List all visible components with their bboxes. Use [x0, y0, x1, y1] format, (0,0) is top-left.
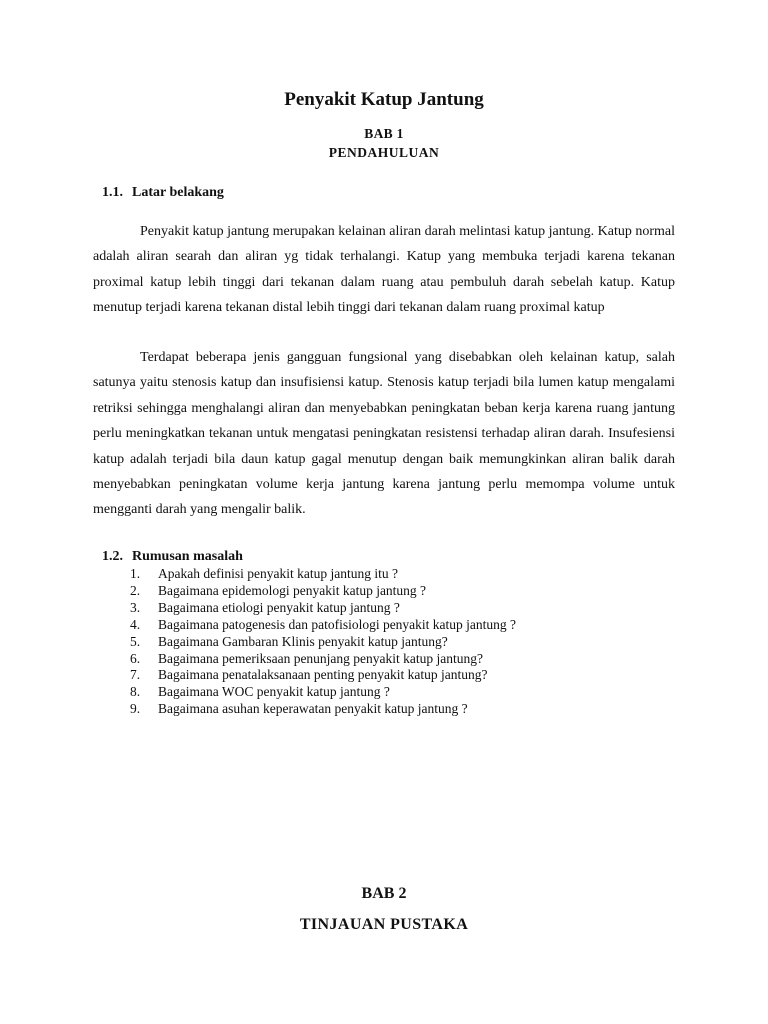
list-item-text: Bagaimana WOC penyakit katup jantung ?	[158, 684, 390, 700]
list-item	[130, 600, 650, 617]
chapter-2-name: TINJAUAN PUSTAKA	[299, 916, 469, 933]
paragraph-text: Terdapat beberapa jenis gangguan fungsional yang disebabkan oleh kelainan katup, salah satunya yaitu stenosis katup dan insufisiensi katup. Stenosis katup terjadi bila lumen katup mengalami retriksi sehingga menghalangi aliran dan menyebabkan peningkatan beban kerja karena ruang jantung perlu meningkatkan tekanan untuk mengatasi peningkatan resistensi terhadap aliran darah. Insufesiensi katup adalah terjadi bila daun katup gagal menutup dengan baik memungkinkan aliran balik darah menyebabkan peningkatan volume kerja jantung karena jantung perlu memompa volume untuk mengganti darah yang mengalir balik.	[93, 350, 675, 518]
list-item-number: 2.	[130, 582, 141, 598]
list-item-number: 7.	[130, 667, 141, 683]
list-item-number: 6.	[130, 650, 141, 666]
list-item	[130, 667, 650, 684]
list-item	[130, 701, 650, 718]
list-item-text: Bagaimana patogenesis dan patofisiologi penyakit katup jantung ?	[158, 616, 517, 632]
list-item-text: Bagaimana penatalaksanaan penting penyakit katup jantung?	[158, 667, 488, 683]
list-item	[130, 651, 650, 668]
list-item-text: Bagaimana etiologi penyakit katup jantung ?	[158, 599, 400, 615]
paragraph-text: Penyakit katup jantung merupakan kelainan aliran darah melintasi katup jantung. Katup normal adalah aliran searah dan aliran yg tidak terhalangi. Katup yang membuka terjadi karena tekanan proximal katup lebih tinggi dari tekanan dalam ruang atau pembuluh darah sebelah katup. Katup menutup terjadi karena tekanan distal lebih tinggi dari tekanan dalam ruang proximal katup	[93, 224, 675, 316]
chapter-1-name: PENDAHULUAN	[328, 145, 440, 160]
section-heading-latar-belakang	[102, 185, 224, 201]
list-item	[130, 617, 650, 634]
list-item-text: Bagaimana pemeriksaan penunjang penyakit katup jantung?	[158, 650, 484, 666]
list-item-number: 8.	[130, 684, 141, 700]
paragraph-2	[93, 345, 675, 523]
list-item-text: Apakah definisi penyakit katup jantung itu ?	[158, 566, 398, 581]
section-number: 1.1.	[102, 185, 123, 200]
list-item-number: 9.	[130, 701, 141, 717]
document-title: Penyakit Katup Jantung	[284, 89, 484, 110]
list-item-text: Bagaimana asuhan keperawatan penyakit katup jantung ?	[158, 701, 468, 717]
section-title: Rumusan masalah	[132, 549, 243, 564]
list-item	[130, 634, 650, 651]
section-number: 1.2.	[102, 549, 123, 564]
section-heading-rumusan-masalah	[102, 549, 243, 565]
chapter-2-number: BAB 2	[361, 885, 407, 902]
list-item	[130, 566, 650, 583]
list-item-number: 1.	[130, 566, 141, 581]
list-item-text: Bagaimana Gambaran Klinis penyakit katup jantung?	[158, 633, 448, 649]
list-item-number: 4.	[130, 616, 141, 632]
list-item-number: 3.	[130, 599, 141, 615]
list-item-text: Bagaimana epidemologi penyakit katup jantung ?	[158, 582, 427, 598]
question-list	[130, 566, 650, 718]
chapter-1-number: BAB 1	[364, 126, 404, 141]
list-item	[130, 583, 650, 600]
paragraph-1	[93, 219, 675, 321]
list-item	[130, 684, 650, 701]
section-title: Latar belakang	[132, 185, 224, 200]
list-item-number: 5.	[130, 633, 141, 649]
